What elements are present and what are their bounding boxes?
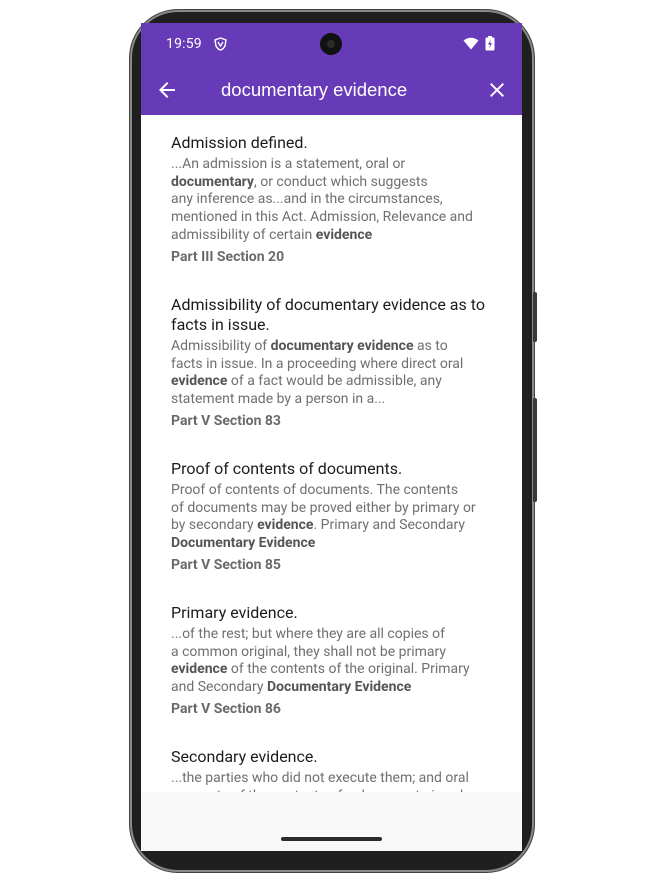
snippet-text: ...the parties who did not execute them; and oral	[171, 770, 469, 786]
result-snippet	[171, 482, 506, 553]
snippet-line	[171, 227, 506, 245]
snippet-line	[171, 191, 506, 209]
snippet-line	[171, 626, 506, 644]
snippet-highlight: documentary	[171, 173, 254, 190]
result-title: Primary evidence.	[171, 603, 298, 622]
search-results-list	[141, 115, 522, 792]
snippet-line	[171, 391, 506, 409]
result-snippet	[171, 156, 506, 245]
snippet-text: admissibility of certain	[171, 226, 316, 243]
result-item[interactable]	[141, 603, 522, 718]
snippet-text: statement made by a person in a...	[171, 391, 386, 408]
snippet-text: . Primary and Secondary	[313, 517, 465, 534]
snippet-highlight: Documentary Evidence	[171, 535, 316, 552]
result-item[interactable]	[141, 133, 522, 266]
snippet-highlight: evidence	[171, 373, 228, 390]
status-time: 19:59	[166, 36, 202, 52]
navigation-bar	[141, 792, 522, 851]
snippet-highlight: documentary evidence	[270, 338, 414, 354]
snippet-text: of a fact would be admissible, any	[227, 373, 442, 390]
snippet-line	[171, 156, 506, 174]
result-item[interactable]	[141, 459, 522, 574]
result-title: Proof of contents of documents.	[171, 459, 403, 478]
result-section-ref: Part V Section 85	[171, 556, 281, 573]
snippet-line	[171, 517, 506, 535]
snippet-text: as to	[413, 338, 448, 354]
snippet-line	[171, 644, 506, 662]
wifi-icon	[463, 37, 479, 50]
result-snippet	[171, 626, 506, 697]
snippet-text: facts in issue. In a proceeding where direct oral	[171, 355, 464, 372]
snippet-line	[171, 373, 506, 391]
snippet-line	[171, 661, 506, 679]
home-indicator[interactable]	[281, 837, 382, 841]
snippet-text: ...of the rest; but where they are all copies of	[171, 626, 445, 642]
back-button[interactable]	[155, 78, 179, 102]
snippet-text: ...An admission is a statement, oral or	[171, 156, 406, 172]
volume-button	[533, 398, 537, 502]
snippet-highlight: Documentary Evidence	[266, 679, 412, 696]
snippet-line	[171, 679, 506, 697]
clear-search-button[interactable]	[485, 78, 509, 102]
snippet-text: Proof of contents of documents. The contents	[171, 482, 459, 498]
screen	[141, 23, 522, 851]
result-title: Admission defined.	[171, 133, 308, 152]
power-button	[533, 292, 537, 342]
snippet-line	[171, 174, 506, 192]
snippet-line	[171, 500, 506, 518]
search-input[interactable]	[221, 75, 441, 105]
result-section-ref: Part V Section 83	[171, 412, 281, 429]
result-snippet	[171, 338, 506, 409]
front-camera	[320, 33, 342, 55]
snippet-text: and Secondary	[171, 679, 267, 696]
snippet-text: by secondary	[171, 517, 258, 534]
snippet-text: mentioned in this Act. Admission, Relevance and	[171, 209, 473, 226]
shield-icon	[214, 37, 227, 51]
result-item[interactable]	[141, 295, 522, 430]
snippet-line	[171, 482, 506, 500]
snippet-text: , or conduct which suggests	[253, 173, 428, 190]
snippet-line	[171, 535, 506, 553]
result-title: Secondary evidence.	[171, 747, 318, 766]
snippet-line	[171, 770, 506, 788]
battery-icon	[485, 36, 495, 51]
snippet-text: a common original, they shall not be primary	[171, 643, 446, 660]
result-title: Admissibility of documentary evidence as to facts in issue.	[171, 295, 485, 334]
app-bar	[141, 23, 522, 115]
snippet-line	[171, 209, 506, 227]
snippet-line	[171, 356, 506, 374]
snippet-line	[171, 338, 506, 356]
snippet-text: Admissibility of	[171, 338, 271, 354]
snippet-highlight: evidence	[257, 517, 314, 534]
snippet-text: of the contents of the original. Primary	[227, 661, 470, 678]
snippet-highlight: evidence	[315, 226, 373, 243]
snippet-text: of documents may be proved either by primary or	[171, 499, 476, 516]
result-section-ref: Part III Section 20	[171, 248, 285, 265]
snippet-highlight: evidence	[171, 661, 228, 678]
snippet-text: any inference as...and in the circumstances,	[171, 191, 443, 208]
result-section-ref: Part V Section 86	[171, 700, 281, 717]
